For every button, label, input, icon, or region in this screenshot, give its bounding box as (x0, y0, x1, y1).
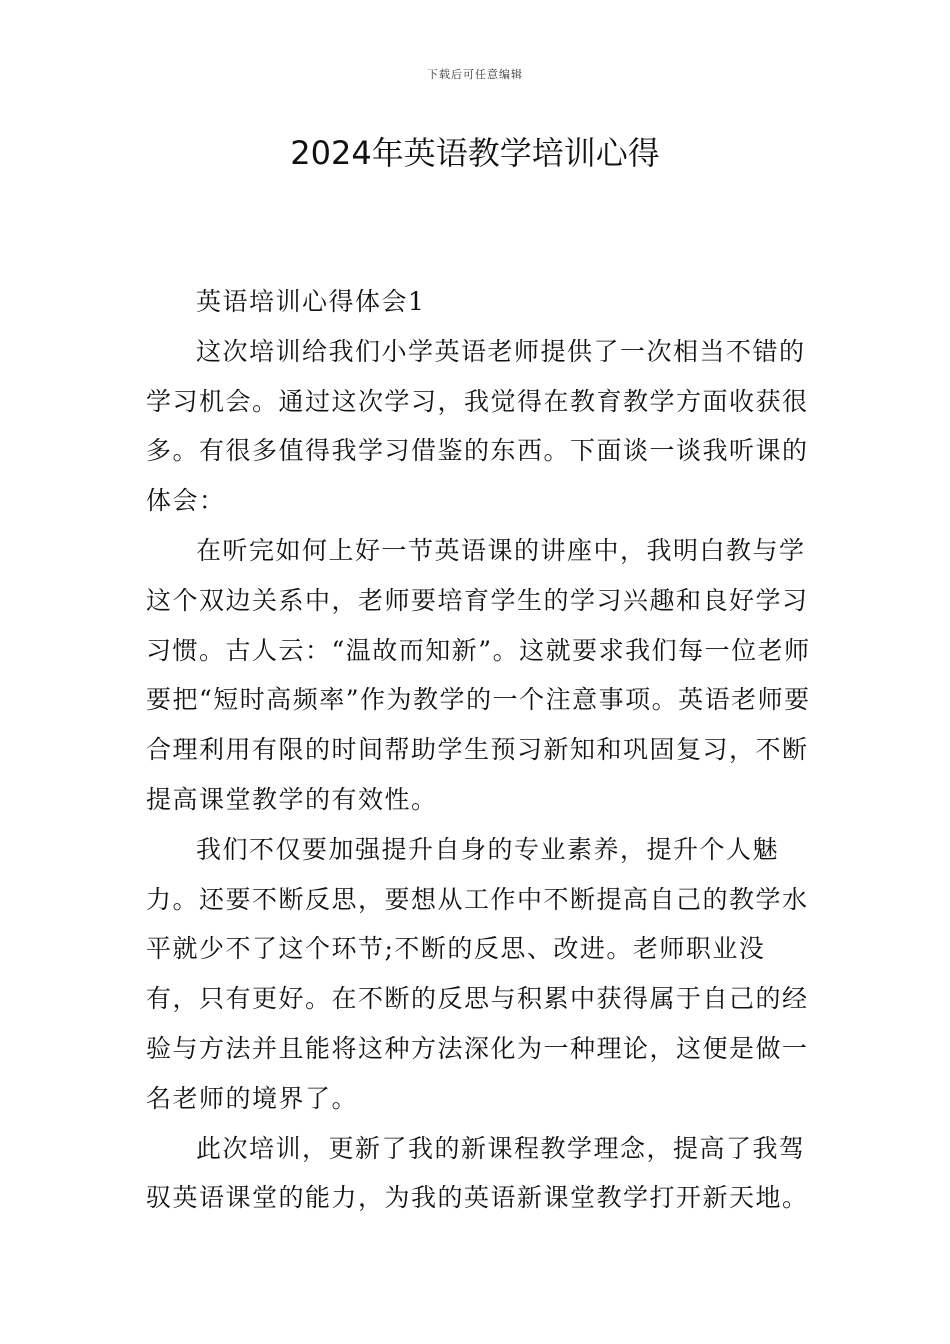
paragraph-3: 我们不仅要加强提升自身的专业素养，提升个人魅力。还要不断反思，要想从工作中不断提高自己的教学水平就少不了这个环节;不断的反思、改进。老师职业没有，只有更好。在不断的反思与积累中获得属于自己的经验与方法并且能将这种方法深化为一种理论，这便是做一名老师的境界了。 (146, 834, 809, 1113)
document-body (146, 277, 816, 1223)
page-title: 2024年英语教学培训心得 (290, 134, 660, 172)
paragraph-1: 这次培训给我们小学英语老师提供了一次相当不错的学习机会。通过这次学习，我觉得在教育教学方面收获很多。有很多值得我学习借鉴的东西。下面谈一谈我听课的体会： (146, 336, 809, 516)
paragraph-2: 在听完如何上好一节英语课的讲座中，我明白教与学这个双边关系中，老师要培育学生的学习兴趣和良好学习习惯。古人云：“温故而知新”。这就要求我们每一位老师要把“短时高频率”作为教学的一个注意事项。英语老师要合理利用有限的时间帮助学生预习新知和巩固复习，不断提高课堂教学的有效性。 (146, 535, 811, 814)
section-heading: 英语培训心得体会1 (196, 287, 426, 316)
header-note: 下载后可任意编辑 (427, 68, 523, 81)
paragraph-4: 此次培训，更新了我的新课程教学理念，提高了我驾驭英语课堂的能力，为我的英语新课堂教学打开新天地。 (146, 1133, 809, 1213)
